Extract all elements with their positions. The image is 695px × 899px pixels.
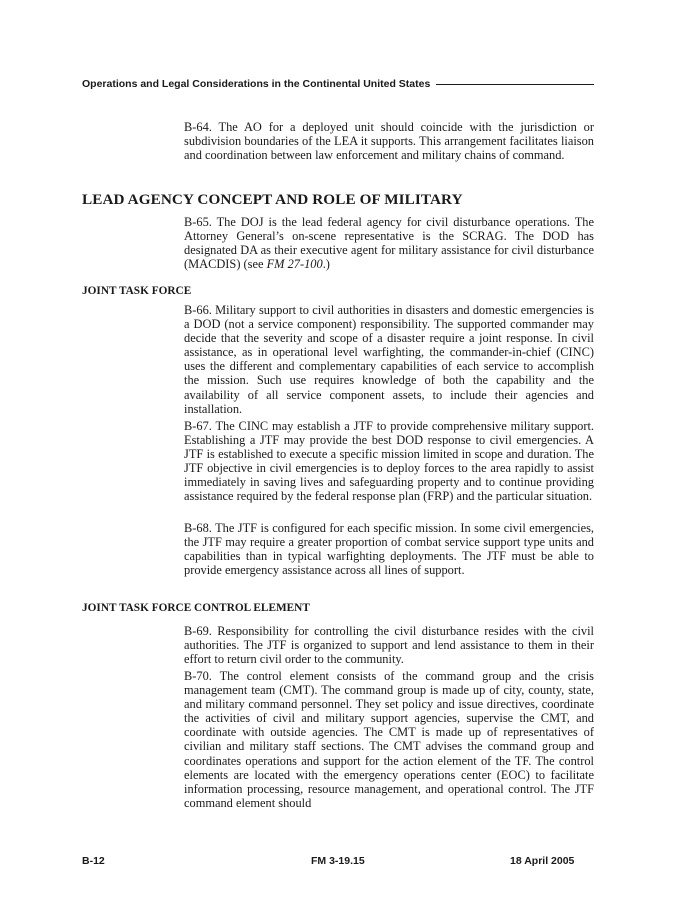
running-header	[82, 78, 594, 90]
footer-date: 18 April 2005	[510, 855, 575, 867]
header-title: Operations and Legal Considerations in the Continental United States	[82, 78, 431, 90]
section-heading-jtf-control: JOINT TASK FORCE CONTROL ELEMENT	[82, 602, 310, 614]
paragraph-b65-reference: FM 27-100	[266, 257, 323, 272]
paragraph-b66: B-66. Military support to civil authorities in disasters and domestic emergencies is a DOD (not a service component) responsibility. The supported commander may decide that the severity and scope of a disaster require a joint response. In civil assistance, as in operational level warfighting, the commander-in-chief (CINC) uses the different and complementary capabilities of each service to accomplish the mission. Such use requires knowledge of both the capability and the availability of all service component assets, to include their agencies and installation.	[184, 303, 594, 416]
paragraph-b69: B-69. Responsibility for controlling the civil disturbance resides with the civil authorities. The JTF is organized to support and lend assistance to them in their effort to return civil order to the community.	[184, 624, 594, 667]
paragraph-b67: B-67. The CINC may establish a JTF to provide comprehensive military support. Establishing a JTF may provide the best DOD response to civil emergencies. A JTF is established to execute a specific mission limited in scope and duration. The JTF objective in civil emergencies is to deploy forces to the area rapidly to assist immediately in saving lives and safeguarding property and to continue providing assistance required by the federal response plan (FRP) and the particular situation.	[184, 419, 594, 504]
footer-manual: FM 3-19.15	[311, 855, 365, 867]
paragraph-b65	[184, 215, 594, 271]
footer-page-number: B-12	[82, 855, 105, 867]
header-rule	[436, 84, 594, 85]
paragraph-b65-text: B-65. The DOJ is the lead federal agency for civil disturbance operations. The Attorney General’s on-scene representative is the SCRAG. The DOD has designated DA as their executive agent for military assistance for civil disturbance (MACDIS) (see	[184, 215, 594, 272]
section-heading-jtf: JOINT TASK FORCE	[82, 285, 192, 297]
paragraph-b70: B-70. The control element consists of the command group and the crisis management team (CMT). The command group is made up of city, county, state, and military command personnel. They set policy and issue directives, coordinate the activities of civil and military support agencies, supervise the CMT, and coordinate with outside agencies. The CMT is made up of representatives of civilian and military staff sections. The CMT advises the command group and coordinates operations and support for the action element of the TF. The control elements are located with the emergency operations center (EOC) to facilitate information processing, resource management, and operational control. The JTF command element should	[184, 669, 594, 810]
paragraph-b65-end: .)	[322, 257, 330, 272]
section-heading-lead-agency: LEAD AGENCY CONCEPT AND ROLE OF MILITARY	[82, 191, 463, 208]
paragraph-b64: B-64. The AO for a deployed unit should coincide with the jurisdiction or subdivision boundaries of the LEA it supports. This arrangement facilitates liaison and coordination between law enforcement and military chains of command.	[184, 120, 594, 163]
paragraph-b68: B-68. The JTF is configured for each specific mission. In some civil emergencies, the JTF may require a greater proportion of combat service support type units and capabilities than in typical warfighting deployments. The JTF must be able to provide emergency assistance across all lines of support.	[184, 521, 594, 578]
